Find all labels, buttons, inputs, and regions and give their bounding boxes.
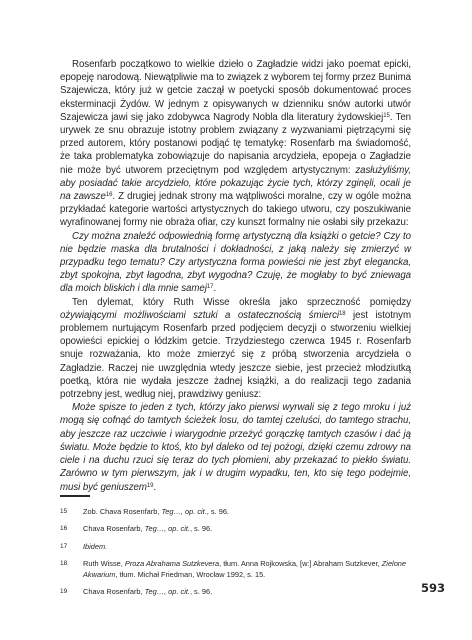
footnote-run: , tłum. Michał Friedman, Wrocław 1992, s. 15. bbox=[115, 569, 266, 579]
italic-text: zasłużyliśmy, aby posiadać takie arcydzieło, które pokazując życie tych, którzy zginęli, ocali je na zawsze bbox=[60, 164, 411, 203]
footnote-ref: 15 bbox=[383, 112, 390, 119]
footnote-text bbox=[83, 587, 411, 597]
text-run: . Z drugiej jednak strony ma wątpliwości moralne, czy w ogóle można przykładać kategorie wartości artystycznych do takiego utworu, czy poszukiwanie wyrafinowanej formy nie obraża ofiar, czy kunszt formalny nie osłabi siły przekazu: bbox=[60, 191, 411, 229]
footnote-run: , tłum. Anna Rojkowska, [w:] Abraham Sutzkever, bbox=[219, 559, 382, 569]
footnote bbox=[60, 524, 411, 534]
footnote bbox=[60, 542, 411, 552]
footnote-text bbox=[83, 542, 411, 552]
text-run: . Ten urywek ze snu obrazuje istotny problem związany z wyzwaniami piętrzącymi się przed autorem, który postanowi podjąć tę tematykę: Rosenfarb ma świadomość, że taka problematyka zobowiązuje do napisania arcydzieła, epopeja o Zagładzie nie może być utworem przeciętnym pod względem artystycznym: bbox=[60, 111, 412, 176]
text-run: . bbox=[153, 481, 157, 493]
footnote-italic: Teg…, op. cit. bbox=[144, 524, 190, 534]
footnote-number: 16 bbox=[60, 525, 68, 533]
paragraph bbox=[60, 230, 411, 296]
footnotes bbox=[60, 507, 411, 604]
footnote-italic: Ibidem. bbox=[83, 541, 108, 551]
page-number: 593 bbox=[421, 581, 446, 595]
footnote-italic: Teg…, op. cit. bbox=[144, 587, 190, 597]
italic-text: Może spisze to jeden z tych, którzy jako pierwsi wyrwali się z tego mroku i już mogą się cofnąć do tamtych ścieżek losu, do tamtej czeluści, do tamtego strachu, aby jeszcze raz uczciwie i wiarygodnie przeżyć gorączkę tamtych czasów i dać ją światu. Może będzie to ktoś, kto był daleko od tej pożogi, dzięki czemu zdrowy na ciele i na duchu rzuci się teraz do tych płomieni, aby przekazać to piekło światu. Zarówno w tym pierwszym, jak i w drugim wypadku, ten, kto się tego podejmie, musi być geniuszem bbox=[60, 402, 411, 493]
paragraph bbox=[60, 296, 411, 402]
footnote-ref: 17 bbox=[206, 284, 214, 291]
text-run: Rosenfarb początkowo to wielkie dzieło o Zagładzie widzi jako poemat epicki, epopeję narodową. Niewątpliwie ma to związek z wyborem tej formy przez Bunima Szajewicza, który już w getcie zaczął w poetycki sposób dokumentować proces eksterminacji Żydów. W jednym z opisywanych w dzienniku snów autorki utwór Szajewicza jawi się jako zdobywca Nagrody Nobla dla literatury żydowskiej bbox=[60, 59, 411, 123]
footnote-number: 18 bbox=[60, 560, 68, 568]
italic-text: Czy można znaleźć odpowiednią formę artystyczną dla książki o getcie? Czy to nie będzie maska dla brutalności i dokładności, z jaką należy się zmierzyć w przypadku tego tematu? Czy artystyczna forma powieści nie jest zbyt elegancka, zbyt spokojna, zbyt łagodna, zbyt wygodna? Czuję, że mogłaby to być zniewaga dla moich bliskich i dla mnie samej bbox=[60, 230, 411, 295]
paragraph bbox=[60, 58, 411, 230]
text-run: Ten dylemat, który Ruth Wisse określa jako sprzeczność pomiędzy bbox=[72, 296, 411, 308]
footnote-text bbox=[83, 507, 411, 517]
footnote-run: Zob. Chava Rosenfarb, bbox=[83, 507, 162, 516]
footnote-run: , s. 96. bbox=[189, 524, 213, 534]
footnote bbox=[60, 587, 411, 597]
italic-text: ożywiającymi możliwościami sztuki a ostatecznością śmierci bbox=[60, 309, 339, 321]
text-run: jest istotnym problemem nurtującym Rosenfarb przed podjęciem decyzji o stworzeniu wielkiej opowieści epickiej o łódzkim getcie. Trzydziestego czerwca 1945 r. Rosenfarb snuje rozważania, kto może zmierzyć się z próbą stworzenia arcydzieła o Zagładzie. Raczej nie uwzględnia wtedy jeszcze siebie, jest przecież młodziutką poetką, która nie wydała jeszcze żadnej książki, a do realizacji tego zadania potrzebny jest, według niej, prawdziwy geniusz: bbox=[60, 309, 411, 401]
footnote-run: Chava Rosenfarb, bbox=[83, 587, 145, 597]
footnote-text bbox=[83, 524, 411, 534]
footnote-number: 17 bbox=[60, 542, 68, 550]
footnote-italic: Proza Abrahama Sutzkevera bbox=[124, 559, 220, 569]
footnote-ref: 19 bbox=[146, 482, 154, 489]
footnote-run: Ruth Wisse, bbox=[83, 559, 125, 569]
footnote bbox=[60, 559, 411, 580]
footnote-run: Chava Rosenfarb, bbox=[83, 524, 145, 534]
footnote-italic: Teg…, op. cit. bbox=[161, 507, 207, 516]
footnote-italic: Zielone Akwarium bbox=[83, 559, 407, 579]
footnote-number: 19 bbox=[60, 588, 68, 596]
footnote-run: , s. 96. bbox=[189, 587, 213, 597]
footnote-number: 15 bbox=[60, 508, 68, 515]
text-run: . bbox=[213, 283, 217, 295]
footnote-run: , s. 96. bbox=[206, 507, 229, 516]
body-text bbox=[60, 58, 411, 494]
footnote-ref: 18 bbox=[338, 310, 346, 317]
paragraph bbox=[60, 401, 411, 493]
footnote bbox=[60, 507, 411, 517]
footnote-separator bbox=[60, 495, 90, 497]
footnote-text bbox=[83, 559, 411, 580]
footnote-ref: 16 bbox=[105, 192, 113, 199]
